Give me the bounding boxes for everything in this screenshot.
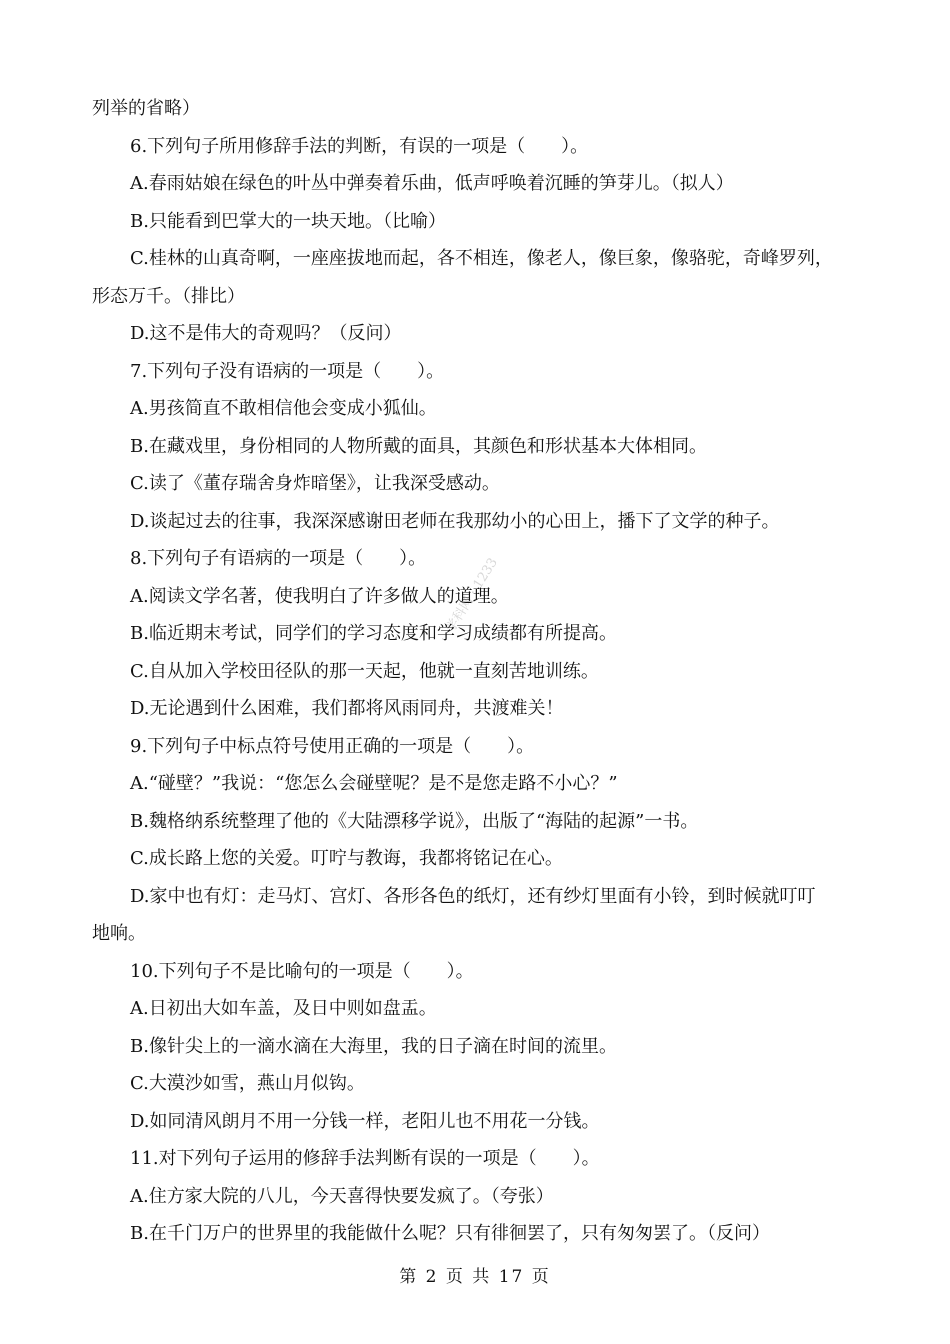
question-9-option-d-continued: 地响。 xyxy=(92,923,146,944)
question-7-option-d: D.谈起过去的往事，我深深感谢田老师在我那幼小的心田上，播下了文学的种子。 xyxy=(130,510,780,532)
question-6-option-a: A.春雨姑娘在绿色的叶丛中弹奏着乐曲，低声呼唤着沉睡的笋芽儿。（拟人） xyxy=(130,173,734,194)
question-9-option-a: A.“碰壁？”我说：“您怎么会碰壁呢？是不是您走路不小心？” xyxy=(130,773,618,794)
question-9-option-d: D.家中也有灯：走马灯、宫灯、各形各色的纸灯，还有纱灯里面有小铃，到时候就叮叮 xyxy=(130,885,816,907)
document-body xyxy=(92,90,864,1253)
question-10-stem: 10.下列句子不是比喻句的一项是（ ）。 xyxy=(130,960,474,982)
question-6-stem: 6.下列句子所用修辞手法的判断，有误的一项是（ ）。 xyxy=(130,135,589,157)
question-7-option-b: B.在藏戏里，身份相同的人物所戴的面具，其颜色和形状基本大体相同。 xyxy=(130,435,707,457)
question-6-option-c-continued: 形态万千。（排比） xyxy=(92,285,245,307)
question-9-option-b: B.魏格纳系统整理了他的《大陆漂移学说》，出版了“海陆的起源”一书。 xyxy=(130,810,699,832)
question-7-option-a: A.男孩简直不敢相信他会变成小狐仙。 xyxy=(130,398,437,419)
question-10-option-a: A.日初出大如车盖，及日中则如盘盂。 xyxy=(130,998,437,1019)
question-10-option-d: D.如同清风朗月不用一分钱一样，老阳儿也不用花一分钱。 xyxy=(130,1110,600,1132)
question-8-option-c: C.自从加入学校田径队的那一天起，他就一直刻苦地训练。 xyxy=(130,660,599,682)
question-11-option-a: A.住方家大院的八儿，今天喜得快要发疯了。（夸张） xyxy=(130,1185,554,1207)
page-number-footer: 第 2 页 共 17 页 xyxy=(399,1267,551,1287)
question-10-option-b: B.像针尖上的一滴水滴在大海里，我的日子滴在时间的流里。 xyxy=(130,1035,617,1057)
question-8-stem: 8.下列句子有语病的一项是（ ）。 xyxy=(130,548,427,569)
question-8-option-a: A.阅读文学名著，使我明白了许多做人的道理。 xyxy=(130,585,509,607)
question-11-option-b: B.在千门万户的世界里的我能做什么呢？只有徘徊罢了，只有匆匆罢了。（反问） xyxy=(130,1223,770,1244)
question-8-option-b: B.临近期末考试，同学们的学习态度和学习成绩都有所提高。 xyxy=(130,623,617,644)
continuation-line: 列举的省略） xyxy=(92,98,200,119)
question-7-stem: 7.下列句子没有语病的一项是（ ）。 xyxy=(130,360,445,382)
question-10-option-c: C.大漠沙如雪，燕山月似钩。 xyxy=(130,1073,365,1094)
question-7-option-c: C.读了《董存瑞舍身炸暗堡》，让我深受感动。 xyxy=(130,473,500,494)
question-9-option-c: C.成长路上您的关爱。叮咛与教诲，我都将铭记在心。 xyxy=(130,848,563,869)
question-6-option-c: C.桂林的山真奇啊，一座座拔地而起，各不相连，像老人，像巨象，像骆驼，奇峰罗列， xyxy=(130,248,833,269)
question-6-option-b: B.只能看到巴掌大的一块天地。（比喻） xyxy=(130,210,446,232)
question-6-option-d: D.这不是伟大的奇观吗？（反问） xyxy=(130,323,402,344)
watermark: 学科网 · 1233 xyxy=(443,555,501,636)
question-9-stem: 9.下列句子中标点符号使用正确的一项是（ ）。 xyxy=(130,735,535,757)
question-8-option-d: D.无论遇到什么困难，我们都将风雨同舟，共渡难关！ xyxy=(130,698,564,719)
question-11-stem: 11.对下列句子运用的修辞手法判断有误的一项是（ ）。 xyxy=(130,1148,600,1169)
